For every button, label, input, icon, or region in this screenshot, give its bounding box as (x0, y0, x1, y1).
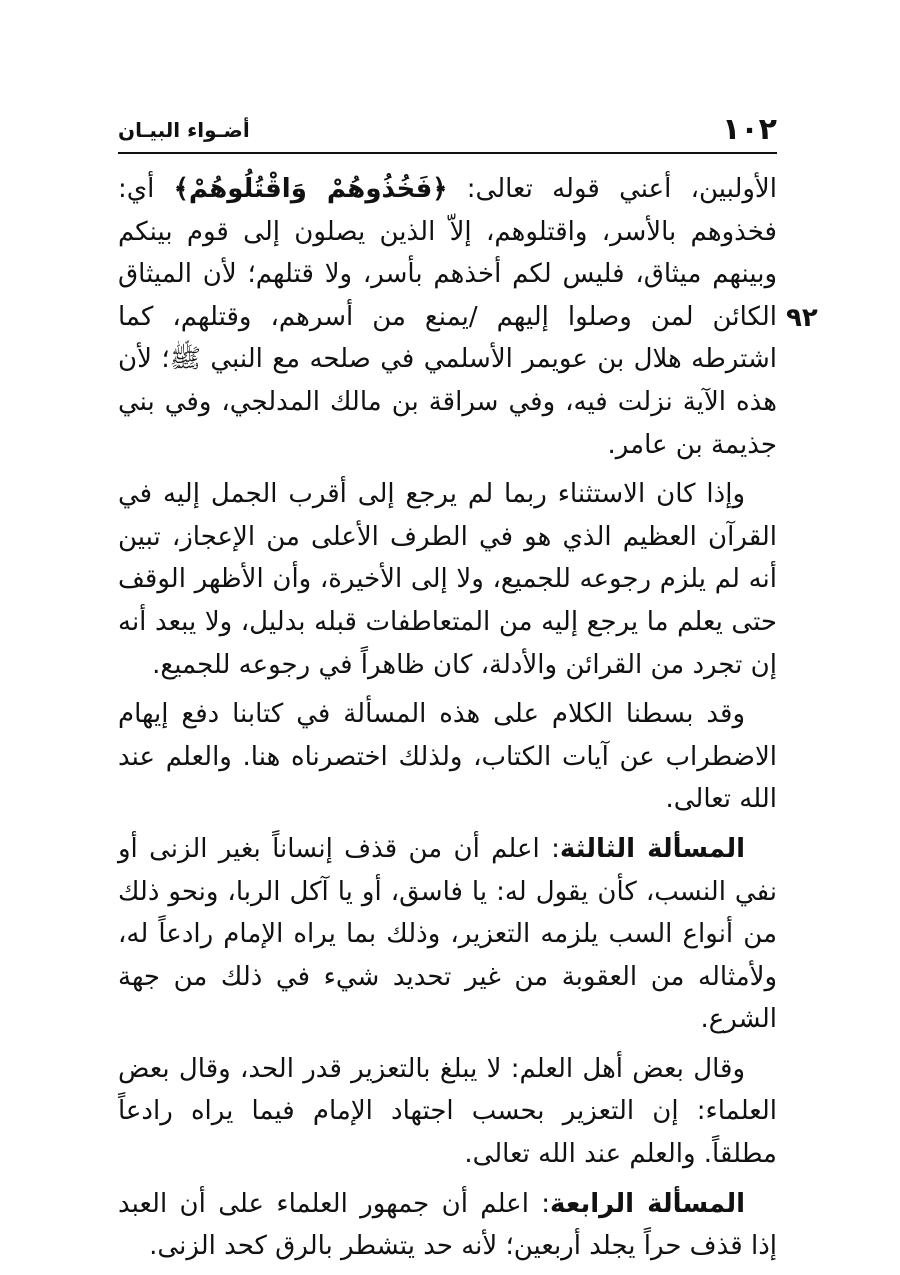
section-heading-fourth: المسألة الرابعة (550, 1188, 746, 1219)
page-number: ١٠٢ (722, 112, 777, 147)
header-rule (118, 152, 777, 154)
paragraph-1-intro: الأولبين، أعني قوله تعالى: (447, 174, 777, 204)
paragraph-4 (118, 828, 777, 1041)
paragraph-6 (118, 1183, 777, 1268)
quran-verse: ﴿فَخُذُوهُمْ وَاقْتُلُوهُمْ﴾ (173, 174, 448, 204)
paragraph-5: وقال بعض أهل العلم: لا يبلغ بالتعزير قدر الحد، وقال بعض العلماء: إن التعزير بحسب اجتهاد الإمام فيما يراه رادعاً مطلقاً. والعلم عند الله تعالى. (118, 1053, 777, 1170)
body-text (118, 168, 777, 1275)
paragraph-1-text: أي: فخذوهم بالأسر، واقتلوهم، إلاّ الذين يصلون إلى قوم بينكم وبينهم ميثاق، فليس لكم أخذهم بأسر، ولا قتلهم؛ لأن الميثاق الكائن لمن وصلوا إليهم /يمنع من أسرهم، وقتلهم، كما اشترطه هلال بن عويمر الأسلمي في صلحه مع النبي ﷺ؛ لأن هذه الآية نزلت فيه، وفي سراقة بن مالك المدلجي، وفي بني جذيمة بن عامر. (118, 174, 777, 460)
paragraph-6-text: : اعلم أن جمهور العلماء على أن العبد إذا قذف حراً يجلد أربعين؛ لأنه حد يتشطر بالرق كحد الزنى. (118, 1188, 777, 1262)
paragraph-3: وقد بسطنا الكلام على هذه المسألة في كتابنا دفع إيهام الاضطراب عن آيات الكتاب، ولذلك اختصرناه هنا. والعلم عند الله تعالى. (118, 699, 777, 815)
book-title: أضـواء البيـان (118, 118, 250, 142)
margin-page-reference: ٩٢ (786, 303, 818, 333)
page-header (118, 108, 777, 152)
section-heading-third: المسألة الثالثة (559, 833, 745, 864)
paragraph-2: وإذا كان الاستثناء ربما لم يرجع إلى أقرب الجمل إليه في القرآن العظيم الذي هو في الطرف الأعلى من الإعجاز، تبين أنه لم يلزم رجوعه للجميع، ولا إلى الأخيرة، وأن الأظهر الوقف حتى يعلم ما يرجع إليه من المتعاطفات قبله بدليل، ولا يبعد أنه إن تجرد من القرائن والأدلة، كان ظاهراً في رجوعه للجميع. (118, 479, 777, 680)
paragraph-1 (118, 168, 777, 466)
paragraph-4-text: : اعلم أن من قذف إنساناً بغير الزنى أو نفي النسب، كأن يقول له: يا فاسق، أو يا آكل الربا، ونحو ذلك من أنواع السب يلزمه التعزير، وذلك بما يراه الإمام رادعاً له، ولأمثاله من العقوبة من غير تحديد شيء في ذلك من جهة الشرع. (118, 833, 777, 1035)
